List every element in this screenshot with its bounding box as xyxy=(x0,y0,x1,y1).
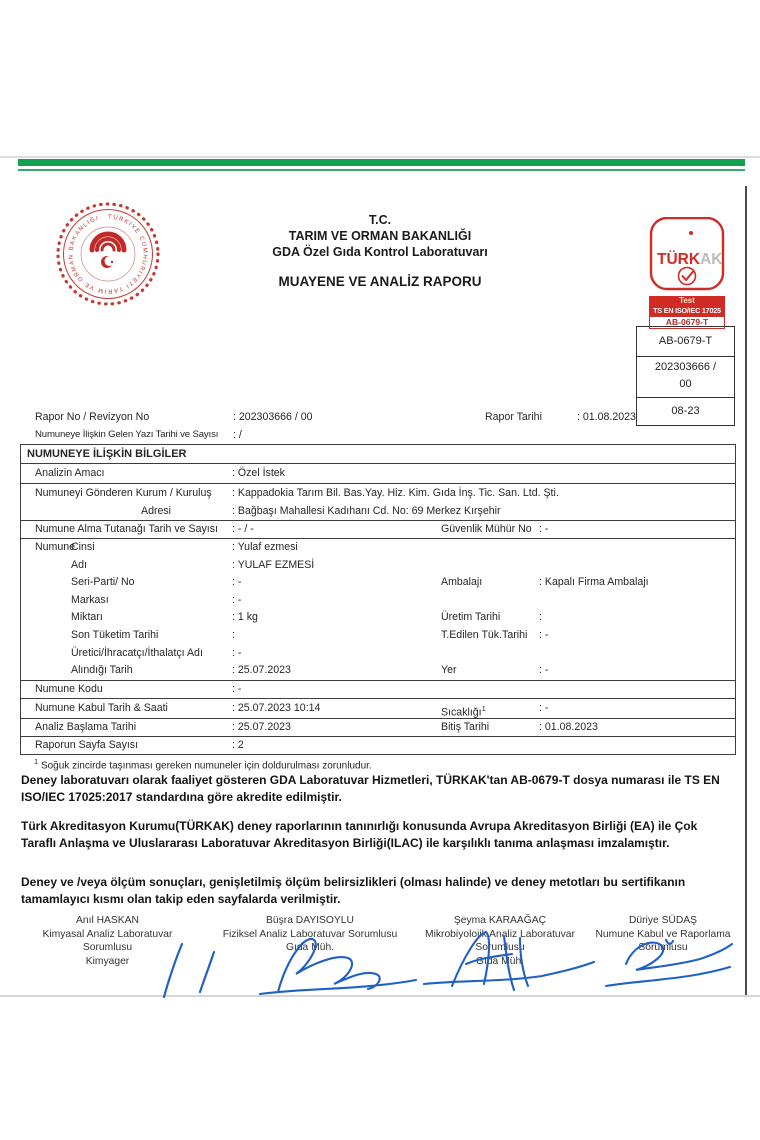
info-box-date-code: 08-23 xyxy=(671,405,700,417)
numune-line-son-tuketim: Son Tüketim Tarihi : T.Edilen Tük.Tarihi : - xyxy=(71,628,549,641)
emblem-fan-icon xyxy=(92,234,124,250)
mutual-recognition-paragraph: Türk Akreditasyon Kurumu(TÜRKAK) deney raporlarının tanınırlığı konusunda Avrupa Akreditasyon Birliği (EA) ile Çok Taraflı Anlaşma ve Uluslararası Laboratuvar Akreditasyon Birliği(ILAC) ile karşılıklı tanıma anlaşması imzalamıştır. xyxy=(21,819,698,850)
emblem-ring-text: TÜRKİYE CUMHURİYETİ TARIM VE ORMAN BAKANLIĞI xyxy=(68,214,148,294)
numune-line-uretici: Üretici/İhracatçı/İthalatçı Adı : - xyxy=(71,646,242,659)
signer-name: Büşra DAYISOYLU xyxy=(266,915,354,926)
sample-info-table xyxy=(20,444,736,755)
table-row-numune-block xyxy=(21,539,735,681)
signature-scrawl-4 xyxy=(582,934,742,994)
numune-line-alindigi-tarih: Alındığı Tarih : 25.07.2023 Yer : - xyxy=(71,664,549,677)
accreditation-info-box xyxy=(636,326,735,426)
signer-role: Mikrobiyolojik Analiz Laboratuvar xyxy=(425,928,575,940)
table-row-kabul-tarih: Numune Kabul Tarih & Saati : 25.07.2023 10:14 Sıcaklığı$^1$ : - xyxy=(21,699,735,719)
gelen-yazi-label: Numuneye İlişkin Gelen Yazı Tarihi ve Sayısı xyxy=(35,429,219,440)
table-section-header: NUMUNEYE İLİŞKİN BİLGİLER xyxy=(21,445,735,464)
green-accent-bar xyxy=(18,159,745,166)
signer-role: Gıda Müh. xyxy=(285,942,335,953)
turkak-logo xyxy=(649,217,725,291)
info-box-file-no: AB-0679-T xyxy=(658,335,713,347)
rapor-tarihi-label: Rapor Tarihi xyxy=(485,411,542,423)
rapor-no-value: : 202303666 / 00 xyxy=(233,411,313,423)
green-accent-thin-line xyxy=(18,169,745,171)
turkak-accreditation-block xyxy=(649,217,725,329)
signer-role: Sorumlusu xyxy=(638,942,688,953)
numune-line-cinsi: Numune Cinsi : Yulaf ezmesi xyxy=(35,541,298,553)
turkak-text-turk: TÜRK xyxy=(657,251,701,268)
results-note-paragraph: Deney ve /veya ölçüm sonuçları, genişletilmiş ölçüm belirsizlikleri (olması halinde) ve deney metotları bu sertifikanın tamamlayıcı kısmı olan takip eden sayfalarda verilmiştir. xyxy=(21,875,686,906)
gelen-yazi-value: : / xyxy=(233,429,242,441)
signer-name: Anıl HASKAN xyxy=(76,915,139,926)
signer-role: Kimyasal Analiz Laboratuvar xyxy=(42,928,173,940)
header-tc: T.C. xyxy=(368,213,392,227)
signer-role: Sorumlusu xyxy=(82,942,133,953)
rapor-tarihi-value: : 01.08.2023 xyxy=(577,411,636,423)
table-row-sayfa-sayisi: Raporun Sayfa Sayısı : 2 xyxy=(35,739,244,751)
turkak-standard-label: TS EN ISO/IEC 17025 xyxy=(649,306,725,316)
header-ministry: TARIM VE ORMAN BAKANLIĞI xyxy=(288,229,472,243)
table-row-numuneyi-gonderen: Numuneyi Gönderen Kurum / Kuruluş : Kappadokia Tarım Bil. Bas.Yay. Hiz. Kim. Gıda İnş. Tic. San. Ltd. Şti. Adresi : Bağbaşı Mahallesi Kadıhanı Cd. No: 69 Merkez Kırşehir xyxy=(21,484,735,521)
numune-line-markasi: Markası : - xyxy=(71,593,242,606)
top-divider xyxy=(0,156,760,158)
emblem-crescent-icon xyxy=(101,256,115,268)
ministry-emblem xyxy=(52,198,164,310)
page-title: MUAYENE VE ANALİZ RAPORU xyxy=(278,274,482,289)
signer-name: Şeyma KARAAĞAÇ xyxy=(453,915,547,926)
svg-text:TÜRKAK xyxy=(657,251,723,268)
signer-role: Fiziksel Analiz Laboratuvar Sorumlusu xyxy=(222,928,398,940)
table-row-analizin-amaci: Analizin Amacı : Özel İstek xyxy=(21,464,735,484)
header-lab: GDA Özel Gıda Kontrol Laboratuvarı xyxy=(272,245,488,259)
numune-line-seri-parti: Seri-Parti/ No : - Ambalajı : Kapalı Firma Ambalajı xyxy=(71,576,649,589)
signer-name: Düriye SÜDAŞ xyxy=(628,915,698,926)
accreditation-paragraph: Deney laboratuvarı olarak faaliyet gösteren GDA Laboratuvar Hizmetleri, TÜRKAK'tan AB-0679-T dosya numarası ile TS EN ISO/IEC 17025:2017 standardına göre akredite edilmiştir. xyxy=(21,773,720,804)
signer-role: Kimyager xyxy=(85,955,130,967)
table-row-numune-kodu: Numune Kodu : - xyxy=(21,681,735,699)
table-footnote: $^1$ Soğuk zincirde taşınması gereken numuneler için doldurulması zorunludur. xyxy=(34,757,372,772)
table-row-numune-alma: Numune Alma Tutanağı Tarih ve Sayısı : - / - Güvenlik Mühür No : - xyxy=(21,521,735,539)
signature-scrawl-3 xyxy=(418,924,598,998)
rapor-no-label: Rapor No / Revizyon No xyxy=(35,411,150,423)
signature-scrawl-1 xyxy=(140,942,250,998)
signer-role: Numune Kabul ve Raporlama xyxy=(595,928,731,940)
svg-text:TÜRKİYE CUMHURİYETİ TARIM VE O xyxy=(68,214,147,294)
numune-line-adi: Adı : YULAF EZMESİ xyxy=(71,558,315,571)
signer-role: Gıda Müh. xyxy=(475,955,525,967)
numune-line-miktari: Miktarı : 1 kg Üretim Tarihi : xyxy=(71,611,542,624)
info-box-report-no: 202303666 / 00 xyxy=(637,356,734,398)
page-right-edge-line xyxy=(745,186,747,996)
signature-scrawl-2 xyxy=(252,930,422,998)
signer-role: Sorumlusu xyxy=(475,942,525,953)
turkak-text-ak: AK xyxy=(700,251,723,268)
turkak-code-label: AB-0679-T xyxy=(649,316,725,329)
report-header xyxy=(150,212,610,290)
turkak-test-label: Test xyxy=(649,296,725,306)
table-row-analiz-baslama: Analiz Başlama Tarihi : 25.07.2023 Bitiş Tarihi : 01.08.2023 xyxy=(21,719,735,737)
